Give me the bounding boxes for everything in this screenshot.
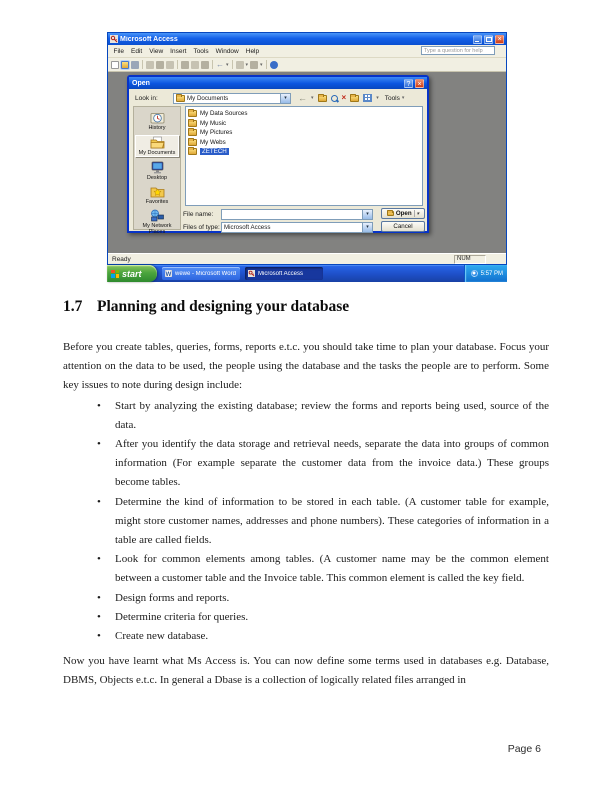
section-heading <box>63 297 549 317</box>
save-icon[interactable] <box>131 61 139 69</box>
bullet-text: Look for common elements among tables. (A customer name may be the common element between a customer table and the Invoice table. This common element is called the key field. <box>115 553 549 585</box>
toolbar-separator <box>212 60 213 69</box>
copy-icon[interactable] <box>191 61 199 69</box>
system-tray <box>464 265 507 282</box>
menu-insert[interactable]: Insert <box>170 47 187 55</box>
access-app-icon <box>110 35 118 43</box>
database-window-icon[interactable] <box>236 61 244 69</box>
open-button-label: Open <box>395 210 412 217</box>
heading-number: 1.7 <box>63 298 83 315</box>
chevron-down-icon[interactable] <box>376 95 379 101</box>
bullet-text: Design forms and reports. <box>115 591 230 604</box>
standard-toolbar <box>108 58 506 72</box>
file-name: ZETECH <box>202 148 227 156</box>
look-in-combobox[interactable] <box>173 93 291 104</box>
paste-icon[interactable] <box>201 61 209 69</box>
bullet-item <box>63 608 549 627</box>
button-divider <box>414 210 415 217</box>
file-list <box>185 106 423 206</box>
desktop-icon <box>150 161 165 174</box>
bullet-list <box>63 397 549 647</box>
cut-icon[interactable] <box>181 61 189 69</box>
open-folder-icon <box>387 211 394 216</box>
start-button-label: start <box>122 268 142 279</box>
dialog-close-button[interactable] <box>415 79 424 88</box>
heading-title: Planning and designing your database <box>97 298 350 315</box>
file-name-input[interactable] <box>221 209 373 220</box>
menu-window[interactable]: Window <box>215 47 239 55</box>
combo-arrow-icon[interactable] <box>362 210 372 219</box>
tools-menu[interactable] <box>385 95 405 102</box>
combo-arrow-icon[interactable] <box>280 94 290 103</box>
clock: 5:57 PM <box>480 270 503 277</box>
delete-icon[interactable] <box>342 94 347 102</box>
file-item[interactable] <box>188 138 420 148</box>
toolbar-separator <box>232 60 233 69</box>
file-name: My Pictures <box>200 129 233 137</box>
bullet-text: Create new database. <box>115 630 209 643</box>
task-label: wewe - Microsoft Word <box>175 270 236 277</box>
open-dialog <box>127 75 429 233</box>
bullet-text: Start by analyzing the existing database; review the forms and reports being used, source of the data. <box>115 399 549 431</box>
chevron-down-icon[interactable] <box>246 62 249 68</box>
svg-text:W: W <box>165 271 172 277</box>
chevron-down-icon <box>402 95 405 101</box>
file-item[interactable] <box>188 128 420 138</box>
workspace <box>108 72 506 253</box>
place-desktop[interactable] <box>135 161 179 181</box>
minimize-button[interactable] <box>473 35 482 44</box>
tools-menu-label: Tools <box>384 94 400 102</box>
place-my-network-places[interactable] <box>135 209 179 235</box>
place-label: Favorites <box>145 199 169 205</box>
question-box-placeholder: Type a question for help <box>424 47 483 54</box>
bullet-item <box>63 627 549 646</box>
folder-icon <box>188 110 197 117</box>
my-documents-icon <box>150 136 165 149</box>
taskbar-item-word[interactable] <box>162 267 240 280</box>
access-icon <box>248 270 255 277</box>
place-label: Desktop <box>146 175 168 181</box>
bullet-item <box>63 550 549 588</box>
menu-edit[interactable]: Edit <box>130 47 143 55</box>
volume-icon[interactable] <box>471 270 478 277</box>
file-item[interactable] <box>188 109 420 119</box>
place-label: My Documents <box>138 150 176 156</box>
access-screenshot <box>107 32 507 282</box>
dialog-titlebar <box>129 77 427 89</box>
status-ready: Ready <box>112 255 131 263</box>
place-favorites[interactable] <box>135 185 179 205</box>
help-icon[interactable] <box>270 61 278 69</box>
taskbar <box>107 265 507 282</box>
new-object-icon[interactable] <box>250 61 258 69</box>
bullet-text: Determine criteria for queries. <box>115 610 249 623</box>
dialog-help-button[interactable] <box>404 79 413 88</box>
open-button[interactable] <box>381 208 425 219</box>
look-in-row <box>135 92 423 104</box>
new-icon[interactable] <box>111 61 119 69</box>
intro-paragraph: Before you create tables, queries, forms, reports e.t.c. you should take time to plan your database. Focus your attention on the data to be used, the people using the database and the tasks the people are to perform. Some key issues to note during design include: <box>63 341 549 392</box>
page-number: Page 6 <box>507 743 541 755</box>
windows-flag-icon <box>111 270 119 278</box>
place-my-documents[interactable] <box>135 135 179 157</box>
folder-icon <box>176 95 185 102</box>
dialog-body <box>129 89 427 233</box>
file-name: My Music <box>200 119 227 127</box>
open-icon[interactable] <box>121 61 129 69</box>
back-icon[interactable] <box>298 94 307 103</box>
closing-paragraph: Now you have learnt what Ms Access is. You can now define some terms used in databases e.g. Database, DBMS, Objects e.t.c. In general a Dbase is a collection of logically related files arranged in <box>63 655 549 687</box>
search-web-icon[interactable] <box>331 95 338 102</box>
combo-arrow-icon[interactable] <box>362 223 372 232</box>
files-of-type-row <box>183 222 373 233</box>
cancel-button-label: Cancel <box>393 223 413 230</box>
question-box[interactable] <box>421 46 495 55</box>
up-one-level-icon[interactable] <box>318 95 327 102</box>
files-of-type-combobox[interactable] <box>221 222 373 233</box>
chevron-down-icon[interactable] <box>311 95 314 101</box>
look-in-value: My Documents <box>187 94 229 102</box>
file-item[interactable] <box>188 119 420 129</box>
place-history[interactable] <box>135 111 179 131</box>
taskbar-item-access[interactable] <box>245 267 323 280</box>
cancel-button[interactable] <box>381 221 425 232</box>
maximize-button[interactable] <box>484 35 493 44</box>
folder-icon <box>188 120 197 127</box>
menu-tools[interactable]: Tools <box>193 47 209 55</box>
file-name-row <box>183 209 373 220</box>
places-bar <box>133 106 181 235</box>
files-of-type-label: Files of type: <box>183 224 220 231</box>
views-icon[interactable] <box>363 94 372 102</box>
print-icon[interactable] <box>146 61 154 69</box>
chevron-down-icon[interactable] <box>417 211 420 217</box>
task-label: Microsoft Access <box>258 270 304 277</box>
bullet-item <box>63 493 549 551</box>
menu-bar <box>108 45 506 58</box>
bullet-text: Determine the kind of information to be stored in each table. (A customer table for example, might store customer names, addresses and phone numbers). These categories of information in a table are called fields. <box>115 495 549 547</box>
status-bar <box>108 253 506 264</box>
spelling-icon[interactable] <box>166 61 174 69</box>
undo-icon[interactable] <box>216 61 224 69</box>
toolbar-separator <box>177 60 178 69</box>
access-window <box>107 32 507 265</box>
bullet-item <box>63 397 549 435</box>
start-button[interactable] <box>107 265 157 282</box>
toolbar-separator <box>266 60 267 69</box>
document-text <box>63 297 549 691</box>
dialog-title: Open <box>132 79 150 87</box>
word-icon <box>165 270 172 277</box>
status-num: NUM <box>454 255 486 264</box>
menu-view[interactable]: View <box>149 47 164 55</box>
folder-icon <box>188 129 197 136</box>
history-icon <box>150 111 165 124</box>
window-titlebar <box>108 33 506 45</box>
folder-icon <box>188 139 197 146</box>
menu-help[interactable]: Help <box>245 47 260 55</box>
new-folder-icon[interactable] <box>350 95 359 102</box>
place-label: History <box>148 125 166 131</box>
file-name: My Webs <box>200 138 226 146</box>
favorites-icon <box>150 185 165 198</box>
toolbar-separator <box>142 60 143 69</box>
folder-icon <box>188 148 197 155</box>
my-network-places-icon <box>150 209 165 222</box>
menu-file[interactable]: File <box>113 47 124 55</box>
chevron-down-icon[interactable] <box>260 62 263 68</box>
look-in-label: Look in: <box>135 94 158 102</box>
bullet-text: After you identify the data storage and retrieval needs, separate the data into groups of common information (For example separate the customer data from the invoice data.) These groups become tables. <box>115 438 549 489</box>
file-item-selected[interactable] <box>188 147 420 157</box>
window-title: Microsoft Access <box>120 35 178 43</box>
files-of-type-value: Microsoft Access <box>224 224 271 231</box>
print-preview-icon[interactable] <box>156 61 164 69</box>
close-button[interactable] <box>495 35 504 44</box>
place-label: My Network Places <box>142 223 172 235</box>
chevron-down-icon[interactable] <box>226 62 229 68</box>
file-name-label: File name: <box>183 211 214 218</box>
bullet-item <box>63 589 549 608</box>
file-name: My Data Sources <box>200 110 248 118</box>
bullet-item <box>63 435 549 493</box>
dialog-toolbar <box>298 94 404 103</box>
